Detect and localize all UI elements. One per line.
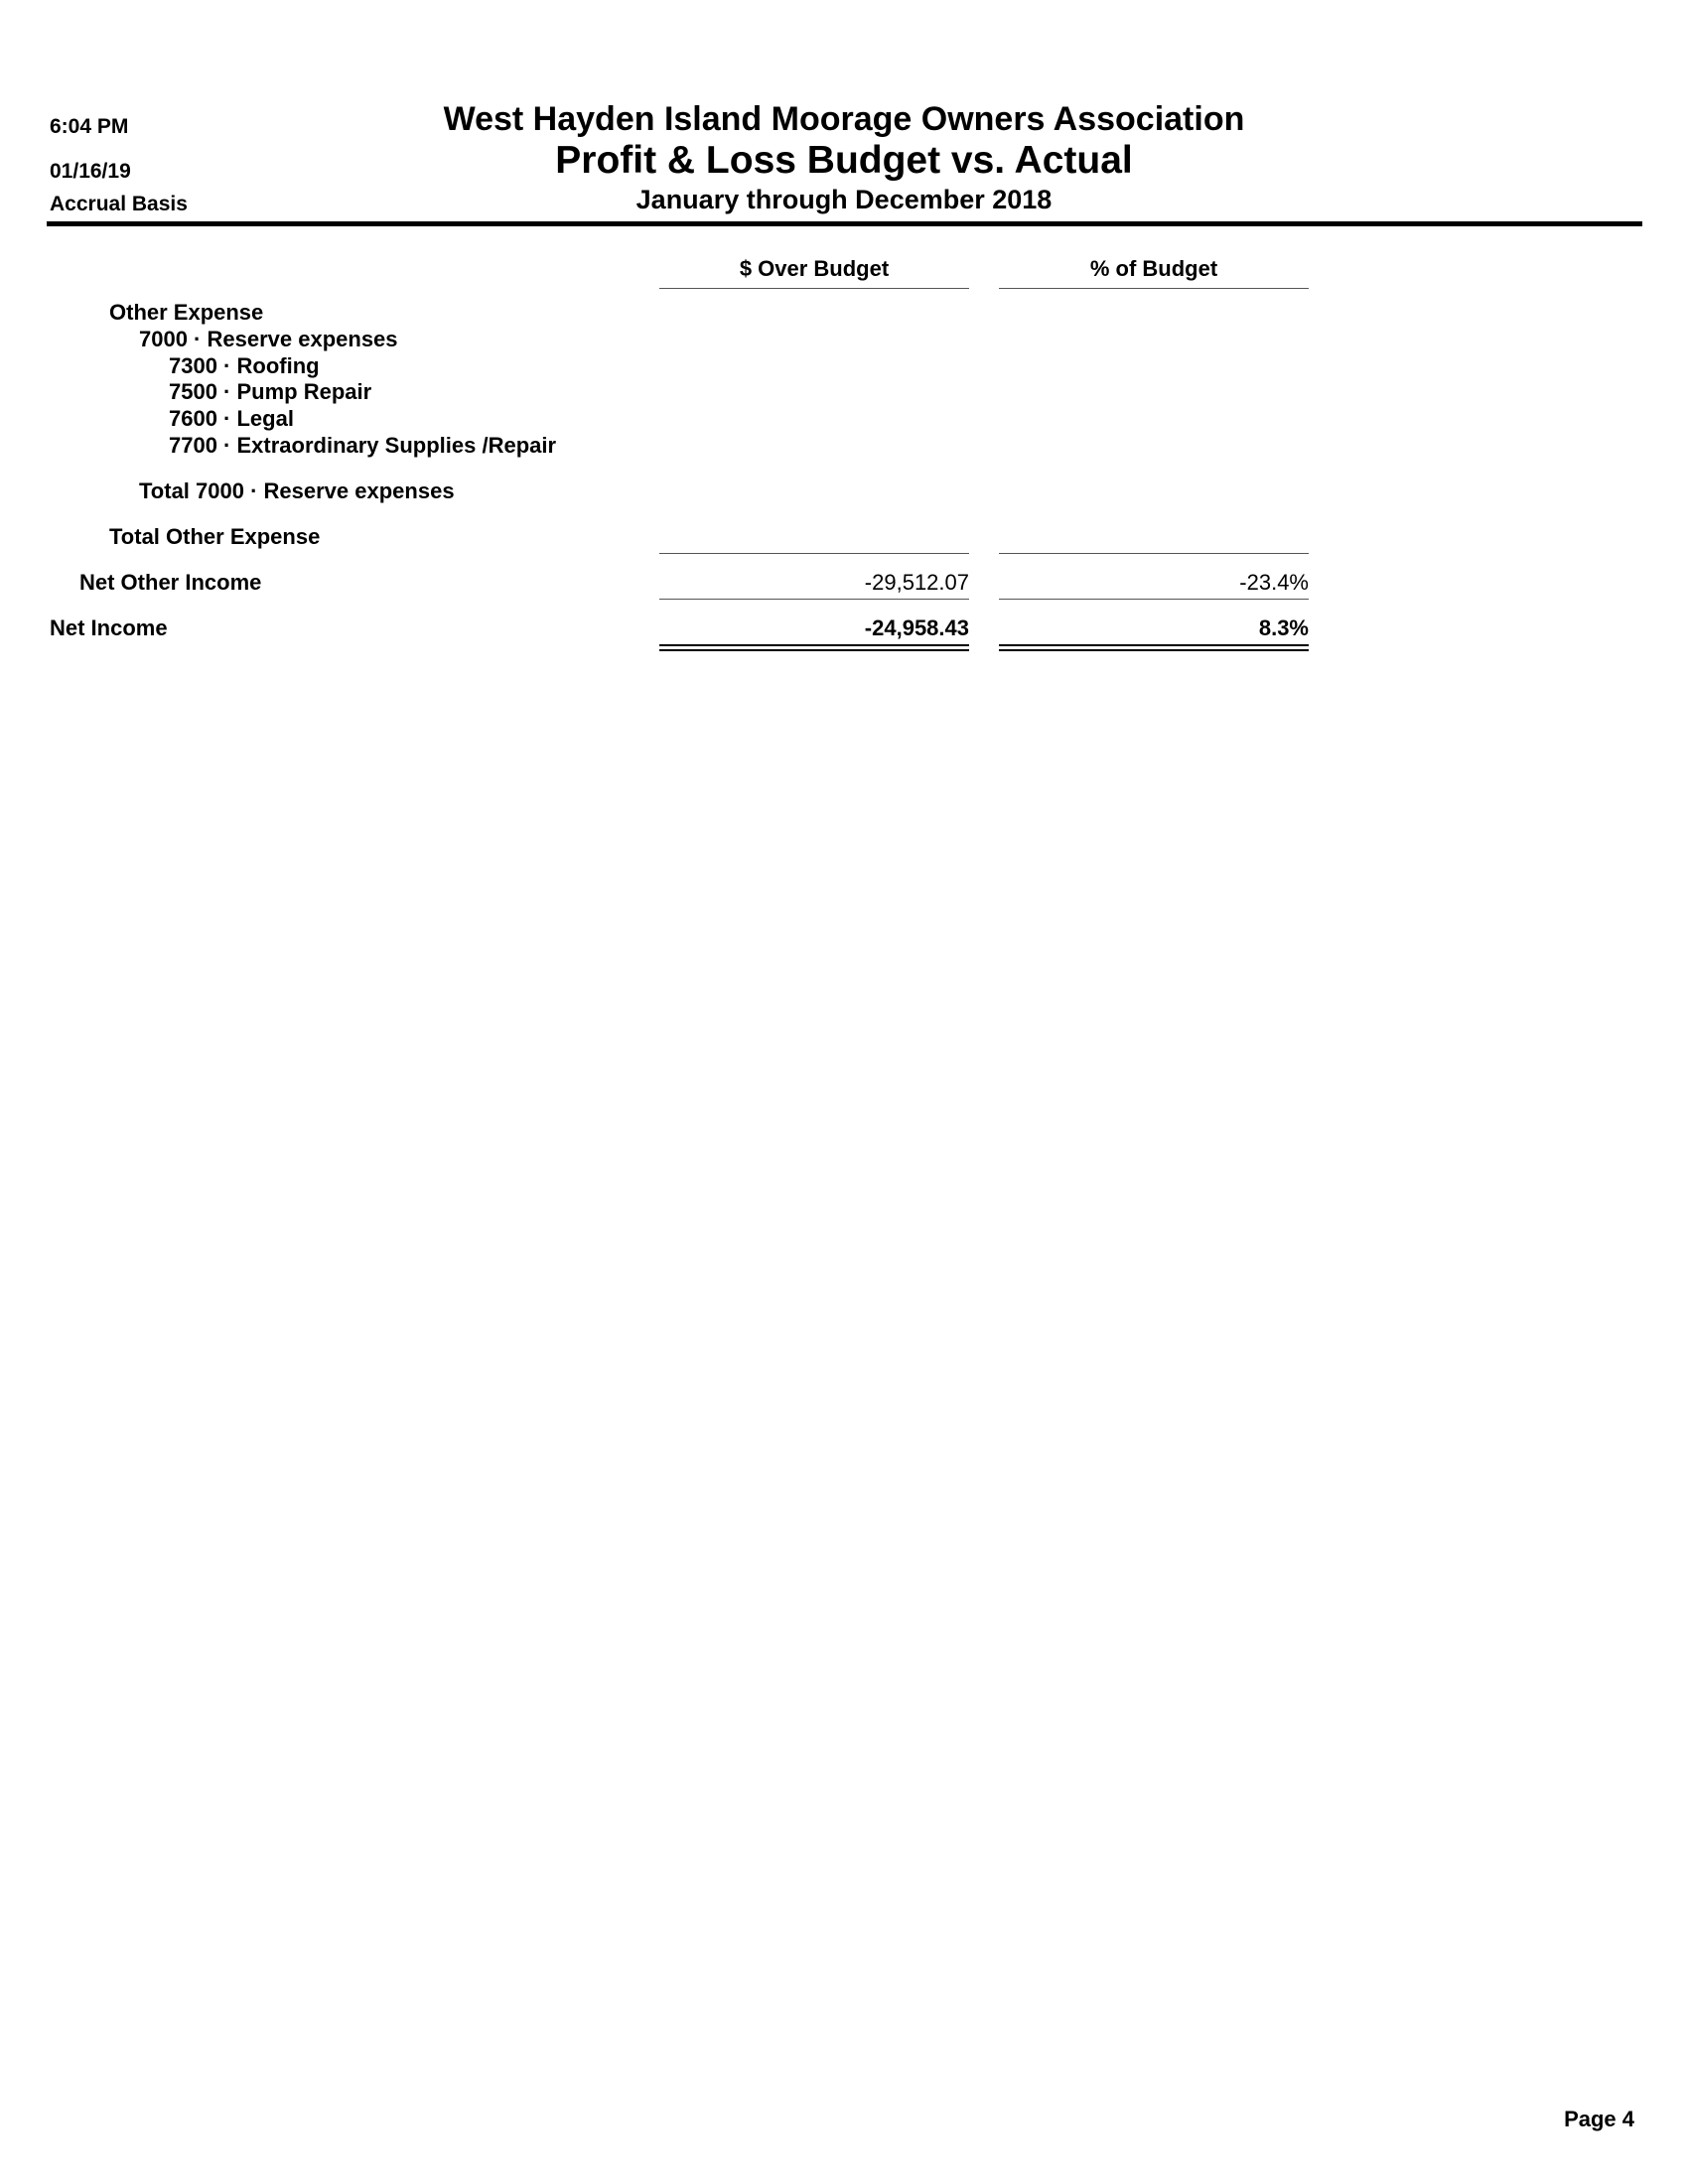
row-net-income: Net Income xyxy=(50,615,168,640)
double-rule-top xyxy=(659,644,969,646)
double-rule-bottom xyxy=(659,649,969,651)
column-header-underline xyxy=(999,288,1309,289)
report-time: 6:04 PM xyxy=(50,115,129,138)
page-number: Page 4 xyxy=(1564,2107,1634,2131)
row-legal: 7600 · Legal xyxy=(169,406,294,431)
column-header-pct-budget: % of Budget xyxy=(1089,256,1218,281)
double-rule-bottom xyxy=(999,649,1309,651)
total-rule xyxy=(999,553,1309,554)
row-roofing: 7300 · Roofing xyxy=(169,353,320,378)
organization-name: West Hayden Island Moorage Owners Association xyxy=(443,100,1245,138)
report-basis: Accrual Basis xyxy=(50,193,188,215)
net-income-over-budget: -24,958.43 xyxy=(864,615,969,640)
row-extraordinary: 7700 · Extraordinary Supplies /Repair xyxy=(169,433,557,458)
row-total-other-expense: Total Other Expense xyxy=(109,524,321,549)
row-reserve-expenses: 7000 · Reserve expenses xyxy=(139,327,398,351)
report-title: Profit & Loss Budget vs. Actual xyxy=(555,139,1133,182)
net-other-income-over-budget: -29,512.07 xyxy=(864,570,969,595)
row-pump-repair: 7500 · Pump Repair xyxy=(169,379,372,404)
net-other-income-pct-budget: -23.4% xyxy=(1239,570,1309,595)
row-total-reserve: Total 7000 · Reserve expenses xyxy=(139,478,455,503)
row-other-expense: Other Expense xyxy=(109,300,264,325)
report-period: January through December 2018 xyxy=(635,185,1053,214)
report-date: 01/16/19 xyxy=(50,160,131,183)
subtotal-rule xyxy=(659,599,969,600)
row-net-other-income: Net Other Income xyxy=(79,570,262,595)
column-header-over-budget: $ Over Budget xyxy=(739,256,890,281)
net-income-pct-budget: 8.3% xyxy=(1258,615,1309,640)
header-divider xyxy=(47,221,1642,226)
total-rule xyxy=(659,553,969,554)
double-rule-top xyxy=(999,644,1309,646)
subtotal-rule xyxy=(999,599,1309,600)
column-header-underline xyxy=(659,288,969,289)
